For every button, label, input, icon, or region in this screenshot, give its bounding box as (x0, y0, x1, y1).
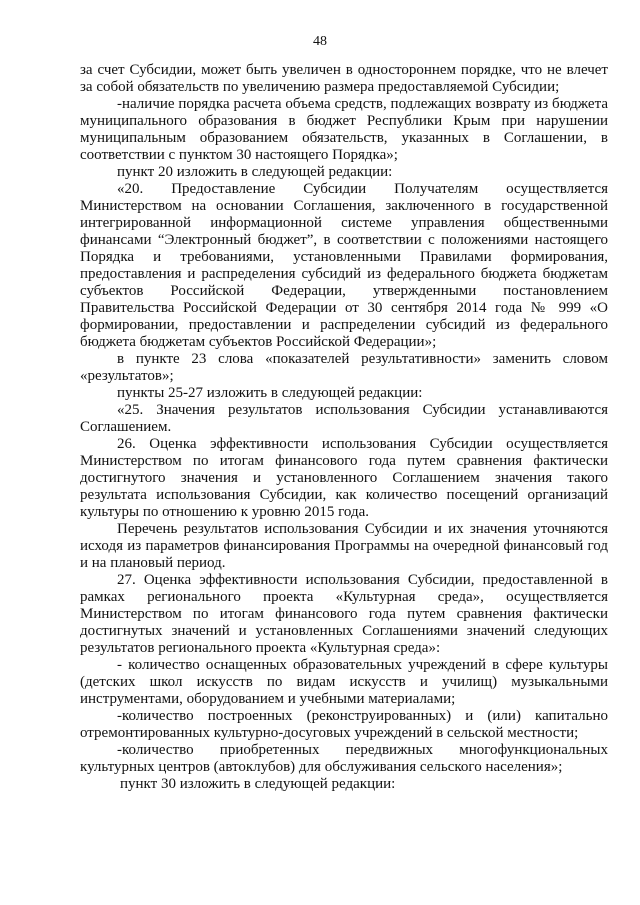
list-item: -количество построенных (реконструированных) и (или) капитально отремонтированных культурно-досуговых учреждений в сельской местности; (80, 708, 608, 741)
page-number: 48 (313, 34, 327, 49)
list-item: -количество приобретенных передвижных многофункциональных культурных центров (автоклубов) для обслуживания сельского населения»; (80, 742, 608, 775)
paragraph: 27. Оценка эффективности использования Субсидии, предоставленной в рамках регионального проекта «Культурная среда», осуществляется Министерством по итогам финансового года путем сравнения фактически достигнутых значений и установленных Соглашениями значений следующих результатов регионального проекта «Культурная среда»: (80, 572, 608, 656)
list-item: - количество оснащенных образовательных учреждений в сфере культуры (детских школ искусств по видам искусств и училищ) музыкальными инструментами, оборудованием и учебными материалами; (80, 657, 608, 707)
paragraph: Перечень результатов использования Субсидии и их значения уточняются исходя из параметров финансирования Программы на очередной финансовый год и на плановый период. (80, 521, 608, 571)
document-body (80, 62, 608, 793)
paragraph: в пункте 23 слова «показателей результативности» заменить словом «результатов»; (80, 351, 608, 384)
paragraph: 26. Оценка эффективности использования Субсидии осуществляется Министерством по итогам финансового года путем сравнения фактически достигнутого значения и установленного Соглашением значения такого результата использования Субсидии, как количество посещений организаций культуры по отношению к уровню 2015 года. (80, 436, 608, 520)
paragraph: пункты 25-27 изложить в следующей редакции: (117, 385, 423, 401)
paragraph: пункт 30 изложить в следующей редакции: (120, 776, 396, 792)
paragraph: «25. Значения результатов использования Субсидии устанавливаются Соглашением. (80, 402, 608, 435)
paragraph: пункт 20 изложить в следующей редакции: (117, 164, 393, 180)
paragraph: -наличие порядка расчета объема средств, подлежащих возврату из бюджета муниципального образования в бюджет Республики Крым при нарушении муниципальным образованием обязательств, указанных в Соглашении, в соответствии с пунктом 30 настоящего Порядка»; (80, 96, 608, 163)
paragraph: за счет Субсидии, может быть увеличен в одностороннем порядке, что не влечет за собой обязательств по увеличению размера предоставляемой Субсидии; (80, 62, 608, 95)
paragraph: «20. Предоставление Субсидии Получателям осуществляется Министерством на основании Соглашения, заключенного в государственной интегрированной информационной системе управления общественными финансами “Электронный бюджет”, в соответствии с положениями настоящего Порядка и требованиями, установленными Правилами формирования, предоставления и распределения субсидий из федерального бюджета бюджетам субъектов Российской Федерации, утвержденными постановлением Правительства Российской Федерации от 30 сентября 2014 года № 999 «О формировании, предоставлении и распределении субсидий из федерального бюджета бюджетам субъектов Российской Федерации»; (80, 181, 608, 350)
